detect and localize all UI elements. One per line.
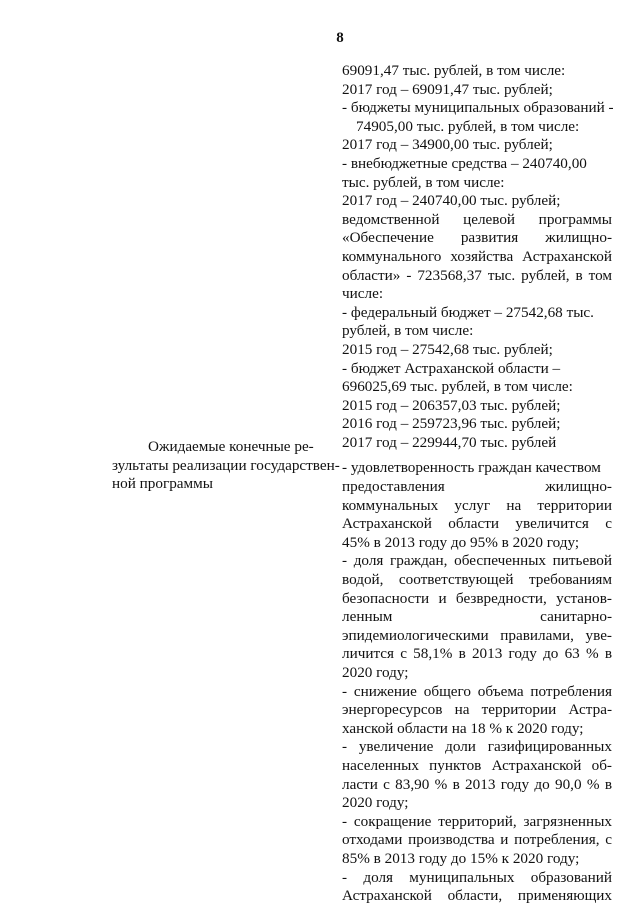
- results-label: [112, 438, 340, 494]
- financing-line: - бюджеты муниципальных образований -: [342, 99, 614, 117]
- results-line: ленным санитарно-: [342, 608, 612, 626]
- financing-line: 2016 год – 259723,96 тыс. рублей;: [342, 415, 561, 433]
- results-line: - сокращение территорий, загрязненных: [342, 812, 612, 830]
- results-line: - доля граждан, обеспеченных питьевой: [342, 552, 612, 570]
- results-line: ласти с 83,90 % в 2013 году до 90,0 % в: [342, 775, 612, 793]
- results-line: отходами производства и потребления, с: [342, 831, 612, 849]
- results-line: - снижение общего объема потребления: [342, 682, 612, 700]
- results-line: 2020 году;: [342, 794, 409, 812]
- financing-line: - внебюджетные средства – 240740,00: [342, 154, 587, 172]
- right-column: [342, 62, 612, 906]
- financing-line: области» - 723568,37 тыс. рублей, в том: [342, 266, 612, 284]
- financing-line: 74905,00 тыс. рублей, в том числе:: [356, 117, 580, 135]
- financing-line: коммунального хозяйства Астраханской: [342, 247, 612, 265]
- results-line: - удовлетворенность граждан качеством: [342, 459, 601, 477]
- results-line: предоставления жилищно-: [342, 478, 612, 496]
- financing-line: рублей, в том числе:: [342, 322, 474, 340]
- financing-block: [342, 62, 612, 452]
- page-number: 8: [336, 30, 344, 46]
- financing-line: тыс. рублей, в том числе:: [342, 173, 505, 191]
- financing-line: 2015 год – 27542,68 тыс. рублей;: [342, 340, 553, 358]
- results-label-line: зультаты реализации государствен-: [112, 456, 340, 474]
- financing-line: 69091,47 тыс. рублей, в том числе:: [342, 62, 566, 79]
- financing-line: 2017 год – 69091,47 тыс. рублей;: [342, 80, 553, 98]
- financing-line: числе:: [342, 285, 384, 303]
- results-line: Астраханской области, применяющих: [342, 887, 612, 905]
- financing-line: ведомственной целевой программы: [342, 210, 612, 228]
- financing-line: «Обеспечение развития жилищно-: [342, 229, 612, 247]
- financing-line: 2017 год – 34900,00 тыс. рублей;: [342, 136, 553, 154]
- results-label-line: ной программы: [112, 475, 213, 493]
- results-line: ханской области на 18 % к 2020 году;: [342, 719, 584, 737]
- financing-line: 2017 год – 229944,70 тыс. рублей: [342, 433, 557, 451]
- results-line: энергоресурсов на территории Астра-: [342, 701, 612, 719]
- results-line: 2020 году;: [342, 664, 409, 681]
- section-gap: [342, 452, 612, 459]
- financing-line: - федеральный бюджет – 27542,68 тыс.: [342, 303, 594, 321]
- results-line: 85% в 2013 году до 15% к 2020 году;: [342, 849, 580, 867]
- financing-line: - бюджет Астраханской области –: [342, 359, 561, 377]
- results-line: - увеличение доли газифицированных: [342, 738, 612, 756]
- results-line: населенных пунктов Астраханской об-: [342, 756, 612, 774]
- results-line: личится с 58,1% в 2013 году до 63 % в: [342, 645, 612, 663]
- results-line: Астраханской области увеличится с: [342, 515, 612, 533]
- results-label-line: Ожидаемые конечные ре-: [148, 438, 314, 455]
- results-line: 45% в 2013 году до 95% в 2020 году;: [342, 533, 580, 551]
- financing-line: 2015 год – 206357,03 тыс. рублей;: [342, 396, 561, 414]
- financing-line: 2017 год – 240740,00 тыс. рублей;: [342, 192, 561, 210]
- results-line: эпидемиологическими правилами, уве-: [342, 626, 612, 644]
- results-line: водой, соответствующей требованиям: [342, 571, 612, 589]
- results-line: - доля муниципальных образований: [342, 868, 612, 886]
- financing-line: 696025,69 тыс. рублей, в том числе:: [342, 378, 573, 396]
- results-block: [342, 459, 612, 905]
- results-line: безопасности и безвредности, установ-: [342, 589, 612, 607]
- results-line: коммунальных услуг на территории: [342, 496, 612, 514]
